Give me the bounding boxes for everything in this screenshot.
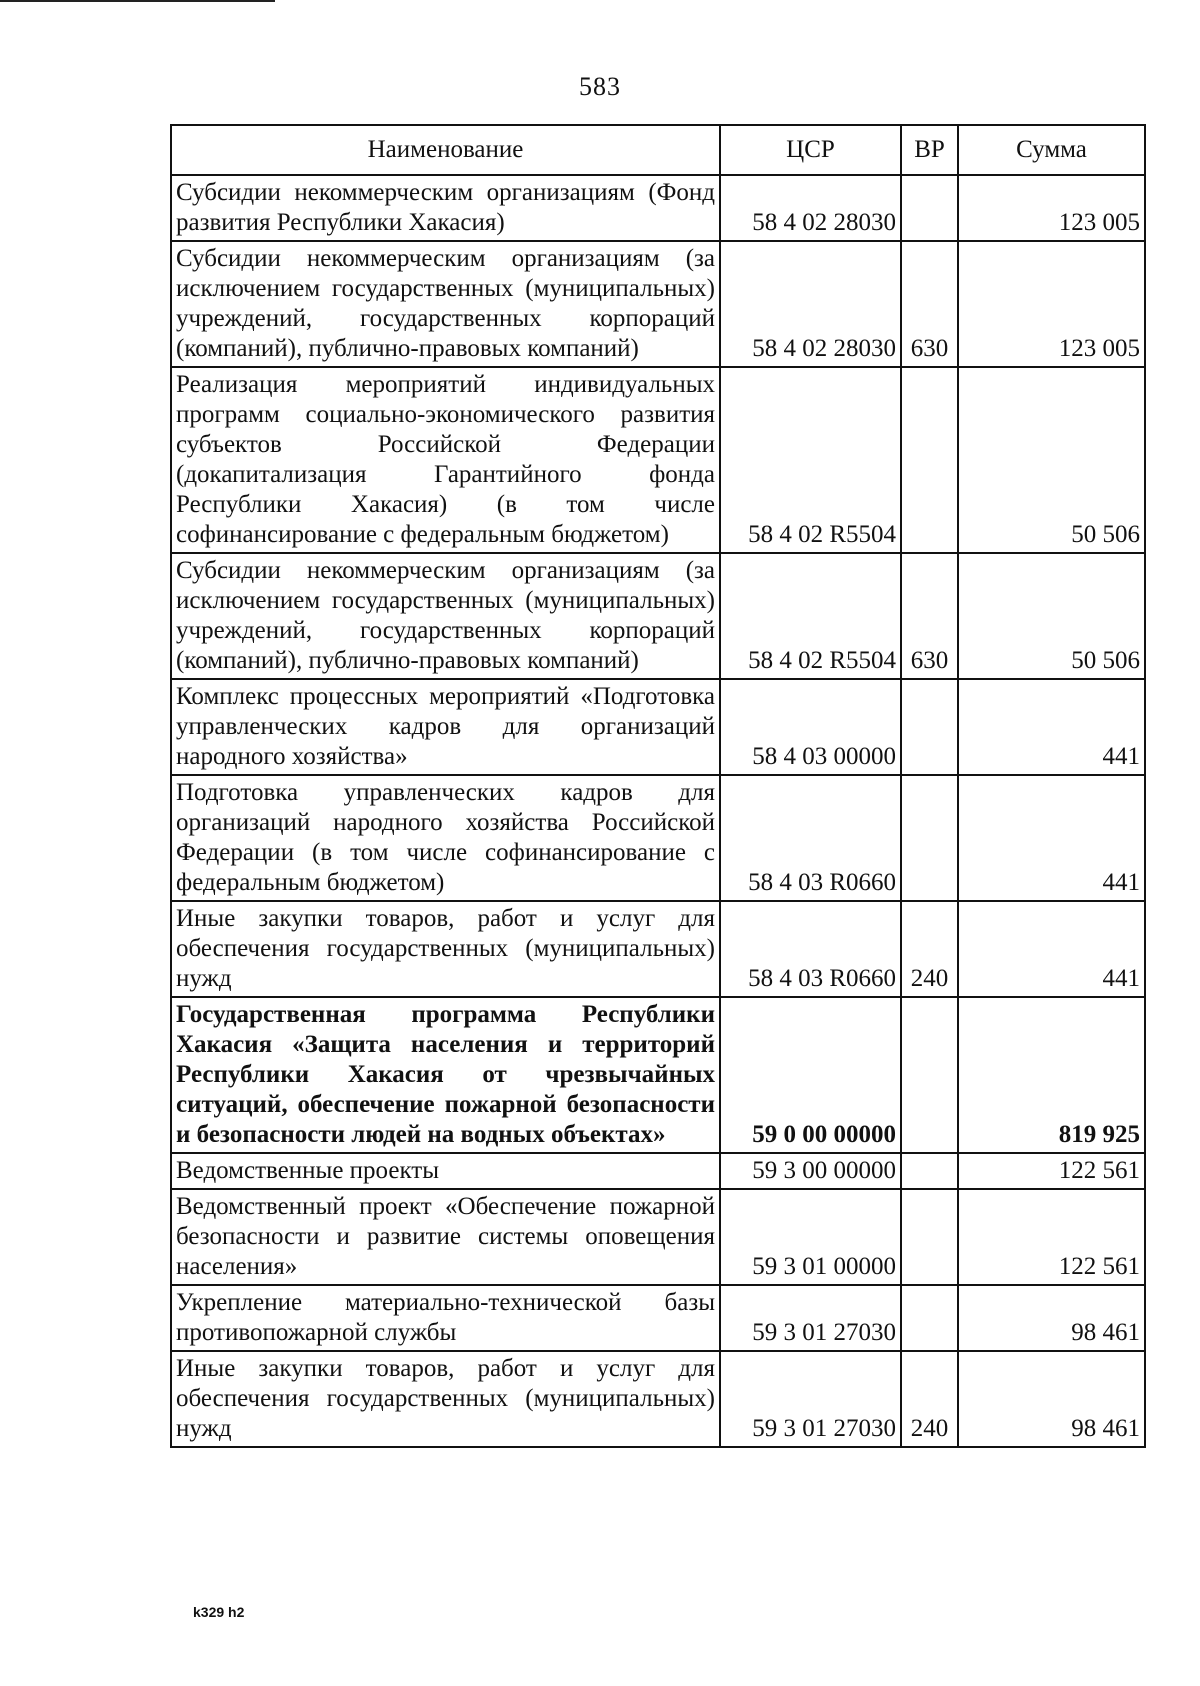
cell-csr: 59 3 01 27030 [720,1285,901,1351]
table-row [171,1351,1145,1447]
table-row [171,367,1145,553]
cell-csr: 59 3 00 00000 [720,1153,901,1189]
table-row [171,1285,1145,1351]
cell-vr: 630 [901,553,958,679]
cell-name: Иные закупки товаров, работ и услуг для обеспечения государственных (муниципальных) нужд [171,1351,720,1447]
cell-csr: 59 3 01 27030 [720,1351,901,1447]
cell-sum: 441 [958,901,1145,997]
cell-csr: 58 4 03 R0660 [720,901,901,997]
table-row [171,1153,1145,1189]
cell-csr: 58 4 03 R0660 [720,775,901,901]
cell-vr [901,1285,958,1351]
cell-sum: 441 [958,775,1145,901]
cell-name: Укрепление материально-технической базы противопожарной службы [171,1285,720,1351]
cell-csr: 59 0 00 00000 [720,997,901,1153]
cell-name: Подготовка управленческих кадров для организаций народного хозяйства Российской Федерации (в том числе софинансирование с федеральным бюджетом) [171,775,720,901]
cell-name: Субсидии некоммерческим организациям (за исключением государственных (муниципальных) учреждений, государственных корпораций (компаний), публично-правовых компаний) [171,553,720,679]
cell-vr [901,997,958,1153]
footer-code: k329 h2 [193,1604,245,1620]
cell-csr: 59 3 01 00000 [720,1189,901,1285]
cell-sum: 98 461 [958,1285,1145,1351]
cell-name: Субсидии некоммерческим организациям (Фонд развития Республики Хакасия) [171,175,720,241]
cell-sum: 819 925 [958,997,1145,1153]
table-row [171,553,1145,679]
cell-sum: 123 005 [958,175,1145,241]
cell-csr: 58 4 02 28030 [720,175,901,241]
table-header-row [171,125,1145,175]
cell-csr: 58 4 02 28030 [720,241,901,367]
cell-sum: 98 461 [958,1351,1145,1447]
table-row [171,775,1145,901]
cell-vr: 240 [901,1351,958,1447]
cell-name: Ведомственный проект «Обеспечение пожарной безопасности и развитие системы оповещения населения» [171,1189,720,1285]
cell-csr: 58 4 02 R5504 [720,367,901,553]
cell-sum: 122 561 [958,1153,1145,1189]
cell-name: Реализация мероприятий индивидуальных программ социально-экономического развития субъектов Российской Федерации (докапитализация Гарантийного фонда Республики Хакасия) (в том числе софинансирование с федеральным бюджетом) [171,367,720,553]
cell-vr [901,1153,958,1189]
cell-name: Государственная программа Республики Хакасия «Защита населения и территорий Республики Хакасия от чрезвычайных ситуаций, обеспечение пожарной безопасности и безопасности людей на водных объектах» [171,997,720,1153]
table-body [171,175,1145,1447]
cell-sum: 123 005 [958,241,1145,367]
cell-vr: 240 [901,901,958,997]
cell-vr [901,679,958,775]
header-vr: ВР [901,125,958,175]
scan-edge-mark [0,0,275,2]
header-sum: Сумма [958,125,1145,175]
table-row [171,997,1145,1153]
table-row [171,241,1145,367]
table-row [171,1189,1145,1285]
cell-name: Иные закупки товаров, работ и услуг для обеспечения государственных (муниципальных) нужд [171,901,720,997]
cell-vr [901,367,958,553]
cell-vr [901,175,958,241]
table-row [171,901,1145,997]
cell-sum: 122 561 [958,1189,1145,1285]
cell-csr: 58 4 03 00000 [720,679,901,775]
header-name: Наименование [171,125,720,175]
cell-name: Комплекс процессных мероприятий «Подготовка управленческих кадров для организаций народного хозяйства» [171,679,720,775]
header-csr: ЦСР [720,125,901,175]
cell-vr: 630 [901,241,958,367]
cell-name: Ведомственные проекты [171,1153,720,1189]
budget-table [170,124,1146,1448]
cell-sum: 50 506 [958,553,1145,679]
page-number: 583 [579,72,621,101]
cell-csr: 58 4 02 R5504 [720,553,901,679]
cell-sum: 50 506 [958,367,1145,553]
cell-vr [901,1189,958,1285]
table-row [171,679,1145,775]
cell-sum: 441 [958,679,1145,775]
table-row [171,175,1145,241]
cell-vr [901,775,958,901]
cell-name: Субсидии некоммерческим организациям (за исключением государственных (муниципальных) учреждений, государственных корпораций (компаний), публично-правовых компаний) [171,241,720,367]
